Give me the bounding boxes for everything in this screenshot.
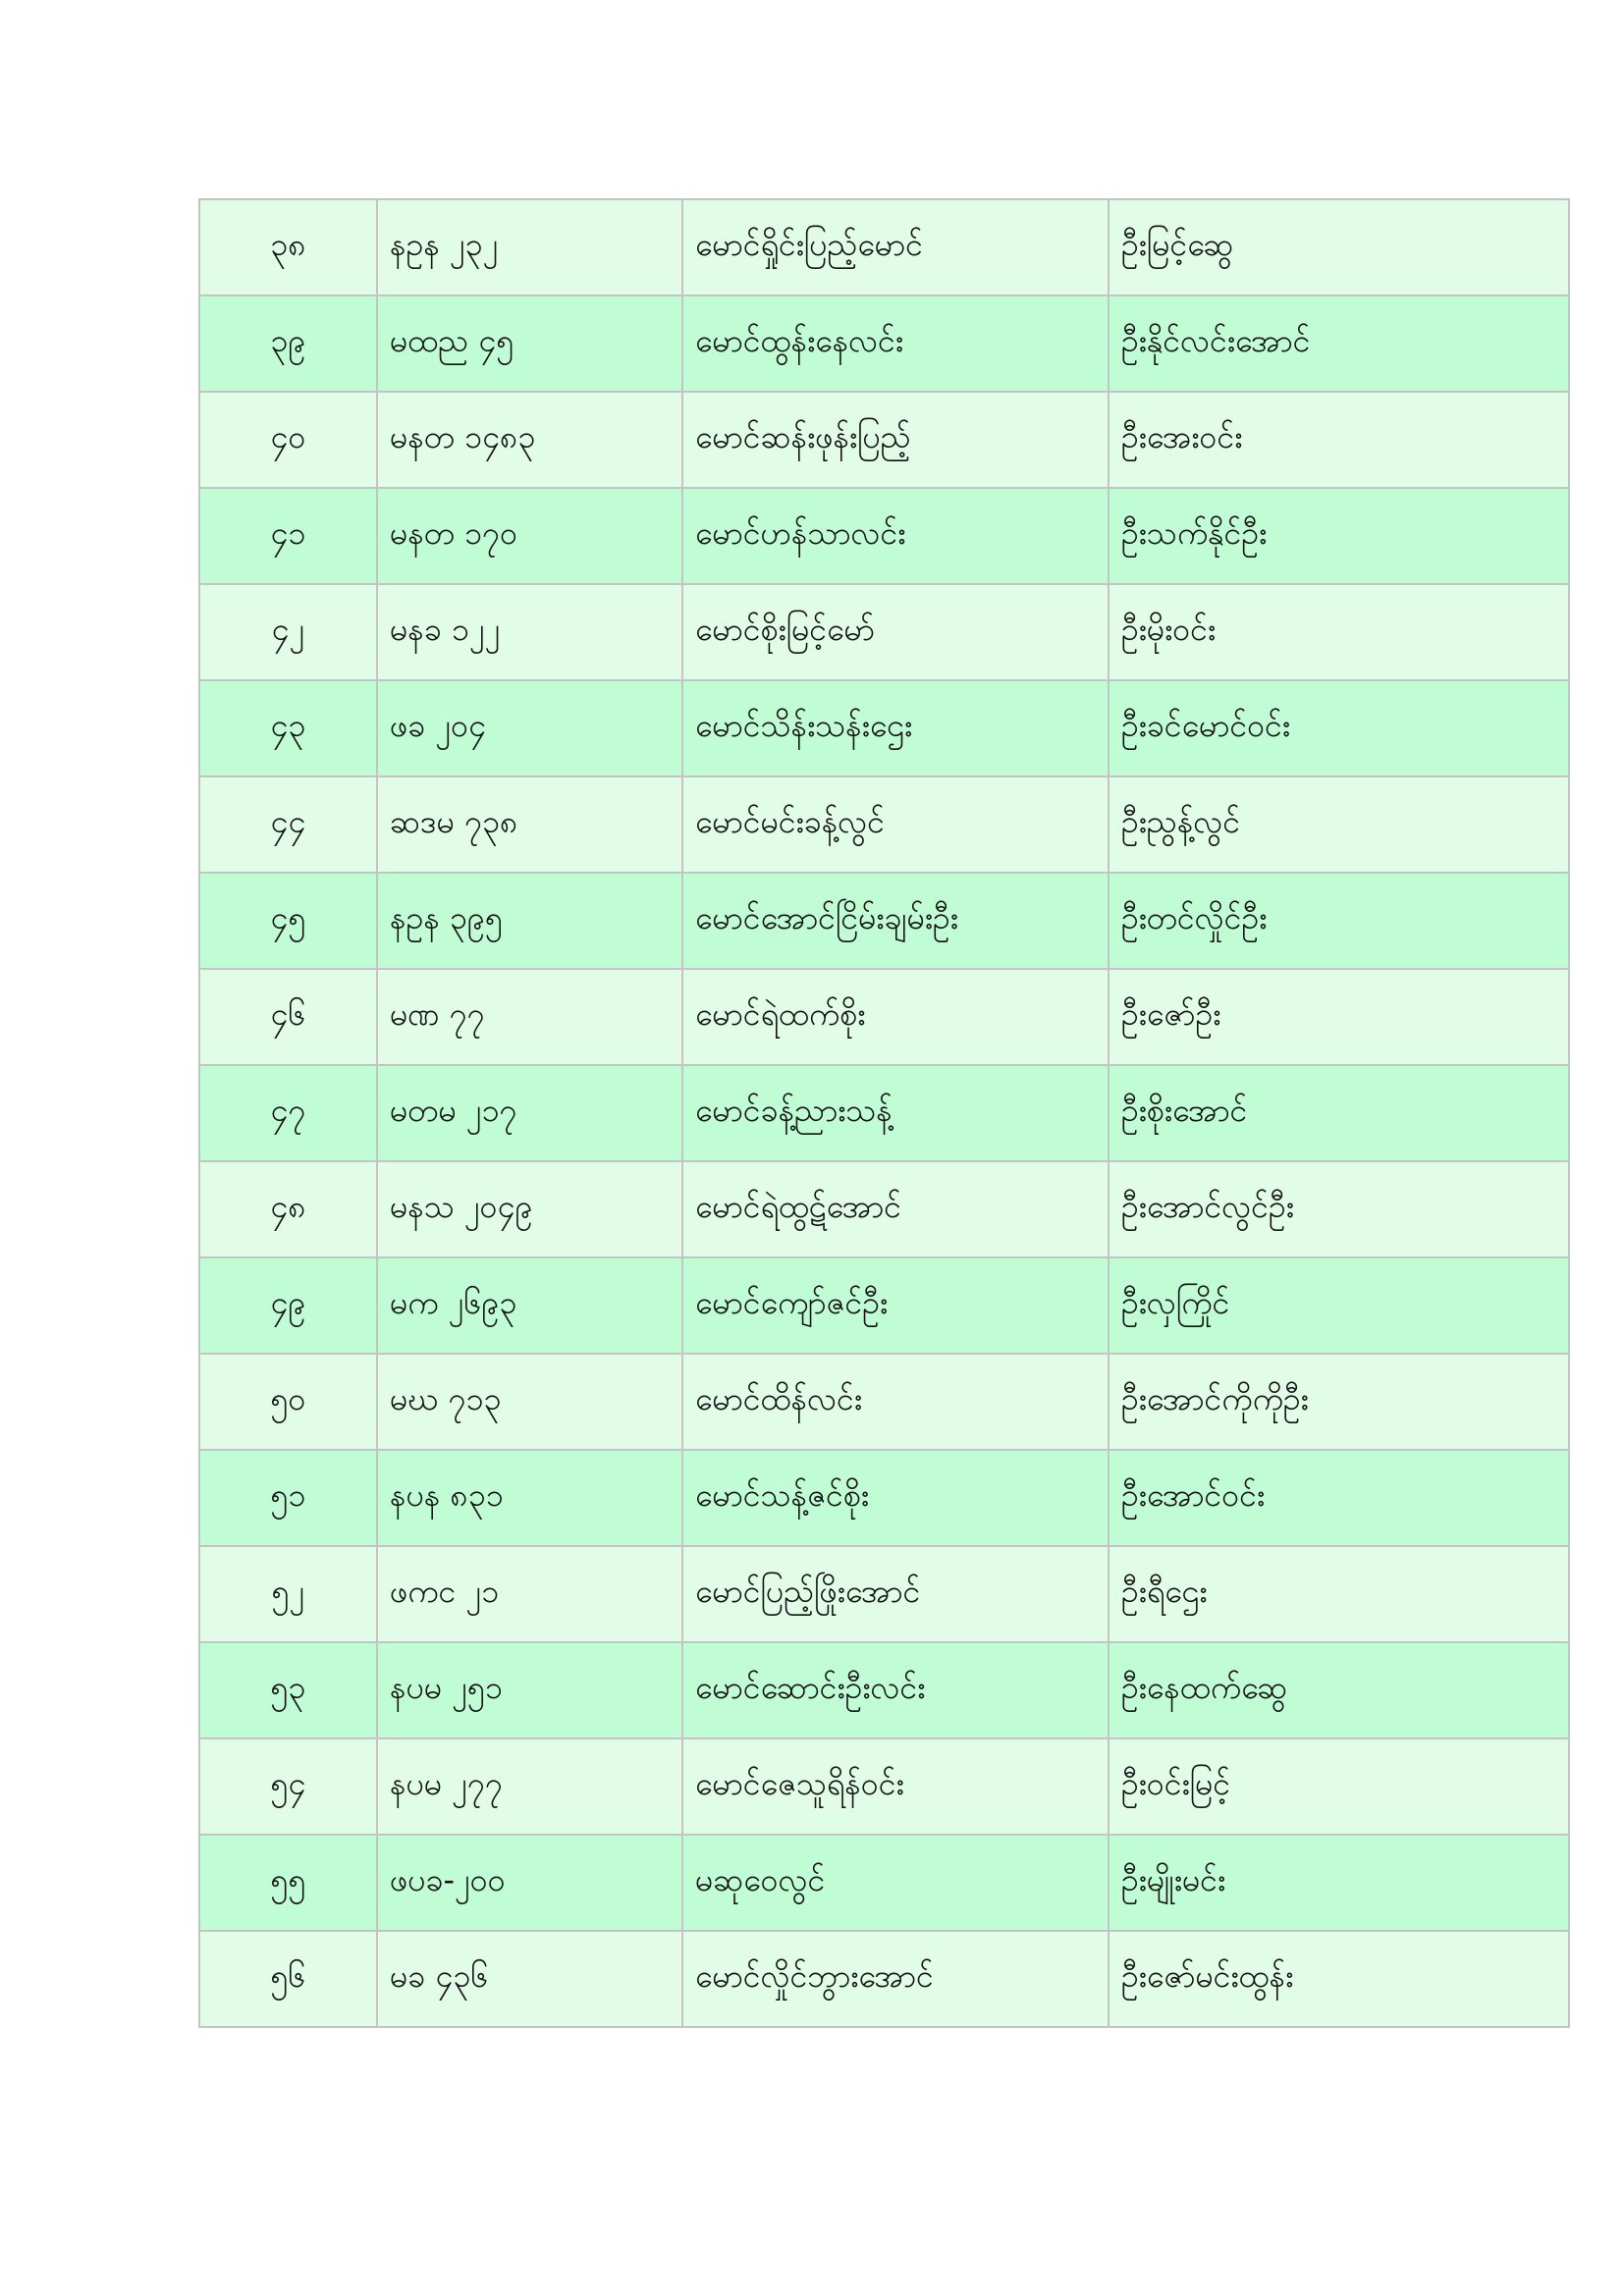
father-name: ဦးရီဌေး [1109, 1546, 1569, 1642]
student-name: မောင်ခန့်ညားသန့် [682, 1065, 1109, 1161]
student-table [198, 198, 1570, 2028]
student-name: မောင်ဆောင်းဦးလင်း [682, 1642, 1109, 1738]
student-name: မောင်ကျော်ဇင်ဦး [682, 1257, 1109, 1354]
table-row [199, 1257, 1569, 1354]
father-name: ဦးအောင်လွင်ဦး [1109, 1161, 1569, 1257]
table-row [199, 488, 1569, 584]
father-name: ဦးခင်မောင်ဝင်း [1109, 680, 1569, 776]
id-code: ဆဒမ ၇၃၈ [377, 776, 682, 873]
student-name: မောင်သိန်းသန်းဌေး [682, 680, 1109, 776]
table-row [199, 1738, 1569, 1835]
table-row [199, 873, 1569, 969]
row-number: ၄၂ [199, 584, 377, 680]
father-name: ဦးအောင်ဝင်း [1109, 1450, 1569, 1546]
student-name: မောင်ထွန်းနေလင်း [682, 295, 1109, 392]
father-name: ဦးဇော်မင်းထွန်း [1109, 1931, 1569, 2027]
father-name: ဦးသက်နိုင်ဦး [1109, 488, 1569, 584]
row-number: ၅၅ [199, 1835, 377, 1931]
father-name: ဦးအောင်ကိုကိုဦး [1109, 1354, 1569, 1450]
table-row [199, 1450, 1569, 1546]
father-name: ဦးမိုးဝင်း [1109, 584, 1569, 680]
table-row [199, 295, 1569, 392]
row-number: ၄၁ [199, 488, 377, 584]
row-number: ၃၉ [199, 295, 377, 392]
id-code: နဥန ၂၃၂ [377, 199, 682, 295]
row-number: ၅၁ [199, 1450, 377, 1546]
table-row [199, 1161, 1569, 1257]
father-name: ဦးဝင်းမြင့် [1109, 1738, 1569, 1835]
id-code: မထည ၄၅ [377, 295, 682, 392]
row-number: ၅၄ [199, 1738, 377, 1835]
student-name: မောင်ရှိုင်းပြည့်မောင် [682, 199, 1109, 295]
father-name: ဦးနေထက်ဆွေ [1109, 1642, 1569, 1738]
father-name: ဦးနိုင်လင်းအောင် [1109, 295, 1569, 392]
id-code: မနသ ၂၀၄၉ [377, 1161, 682, 1257]
table-row [199, 776, 1569, 873]
student-name: မောင်အောင်ငြိမ်းချမ်းဦး [682, 873, 1109, 969]
student-name: မဆုဝေလွင် [682, 1835, 1109, 1931]
table-row [199, 392, 1569, 488]
id-code: မနတ ၁၇၀ [377, 488, 682, 584]
table-row [199, 969, 1569, 1065]
student-name: မောင်မင်းခန့်လွင် [682, 776, 1109, 873]
row-number: ၄၅ [199, 873, 377, 969]
student-name: မောင်ဟန်သာလင်း [682, 488, 1109, 584]
id-code: နပမ ၂၇၇ [377, 1738, 682, 1835]
table-row [199, 1546, 1569, 1642]
row-number: ၅၃ [199, 1642, 377, 1738]
student-name: မောင်စိုးမြင့်မော် [682, 584, 1109, 680]
id-code: မတမ ၂၁၇ [377, 1065, 682, 1161]
father-name: ဦးစိုးအောင် [1109, 1065, 1569, 1161]
table-row [199, 1354, 1569, 1450]
id-code: ဖကင ၂၁ [377, 1546, 682, 1642]
table-row [199, 1931, 1569, 2027]
id-code: မနတ ၁၄၈၃ [377, 392, 682, 488]
id-code: ဖခ ၂၀၄ [377, 680, 682, 776]
row-number: ၄၈ [199, 1161, 377, 1257]
father-name: ဦးညွန့်လွင် [1109, 776, 1569, 873]
table-row [199, 584, 1569, 680]
id-code: မဃ ၇၁၃ [377, 1354, 682, 1450]
student-name: မောင်ဆန်းဖုန်းပြည့် [682, 392, 1109, 488]
student-name: မောင်သန့်ဇင်စိုး [682, 1450, 1109, 1546]
table-row [199, 1835, 1569, 1931]
row-number: ၄၃ [199, 680, 377, 776]
student-name: မောင်ထိန်လင်း [682, 1354, 1109, 1450]
row-number: ၃၈ [199, 199, 377, 295]
id-code: နပန ၈၃၁ [377, 1450, 682, 1546]
student-name: မောင်လှိုင်ဘွားအောင် [682, 1931, 1109, 2027]
row-number: ၄၆ [199, 969, 377, 1065]
table-body [199, 199, 1569, 2027]
table-row [199, 199, 1569, 295]
row-number: ၄၄ [199, 776, 377, 873]
id-code: မဏ ၇၇ [377, 969, 682, 1065]
father-name: ဦးလှကြိုင် [1109, 1257, 1569, 1354]
student-name: မောင်ဇေသူရိန်ဝင်း [682, 1738, 1109, 1835]
father-name: ဦးအေးဝင်း [1109, 392, 1569, 488]
father-name: ဦးဇော်ဦး [1109, 969, 1569, 1065]
row-number: ၅၂ [199, 1546, 377, 1642]
row-number: ၅၀ [199, 1354, 377, 1450]
table-row [199, 1642, 1569, 1738]
row-number: ၄၇ [199, 1065, 377, 1161]
father-name: ဦးမျိုးမင်း [1109, 1835, 1569, 1931]
id-code: မက ၂၆၉၃ [377, 1257, 682, 1354]
id-code: နဥန ၃၉၅ [377, 873, 682, 969]
student-name: မောင်ရဲထွဋ်အောင် [682, 1161, 1109, 1257]
table-row [199, 1065, 1569, 1161]
student-name: မောင်ပြည့်ဖြိုးအောင် [682, 1546, 1109, 1642]
row-number: ၅၆ [199, 1931, 377, 2027]
id-code: ဖပခ-၂၀၀ [377, 1835, 682, 1931]
id-code: မခ ၄၃၆ [377, 1931, 682, 2027]
father-name: ဦးမြင့်ဆွေ [1109, 199, 1569, 295]
id-code: နပမ ၂၅၁ [377, 1642, 682, 1738]
row-number: ၄၉ [199, 1257, 377, 1354]
student-name: မောင်ရဲထက်စိုး [682, 969, 1109, 1065]
id-code: မနခ ၁၂၂ [377, 584, 682, 680]
table-row [199, 680, 1569, 776]
father-name: ဦးတင်လှိုင်ဦး [1109, 873, 1569, 969]
row-number: ၄၀ [199, 392, 377, 488]
